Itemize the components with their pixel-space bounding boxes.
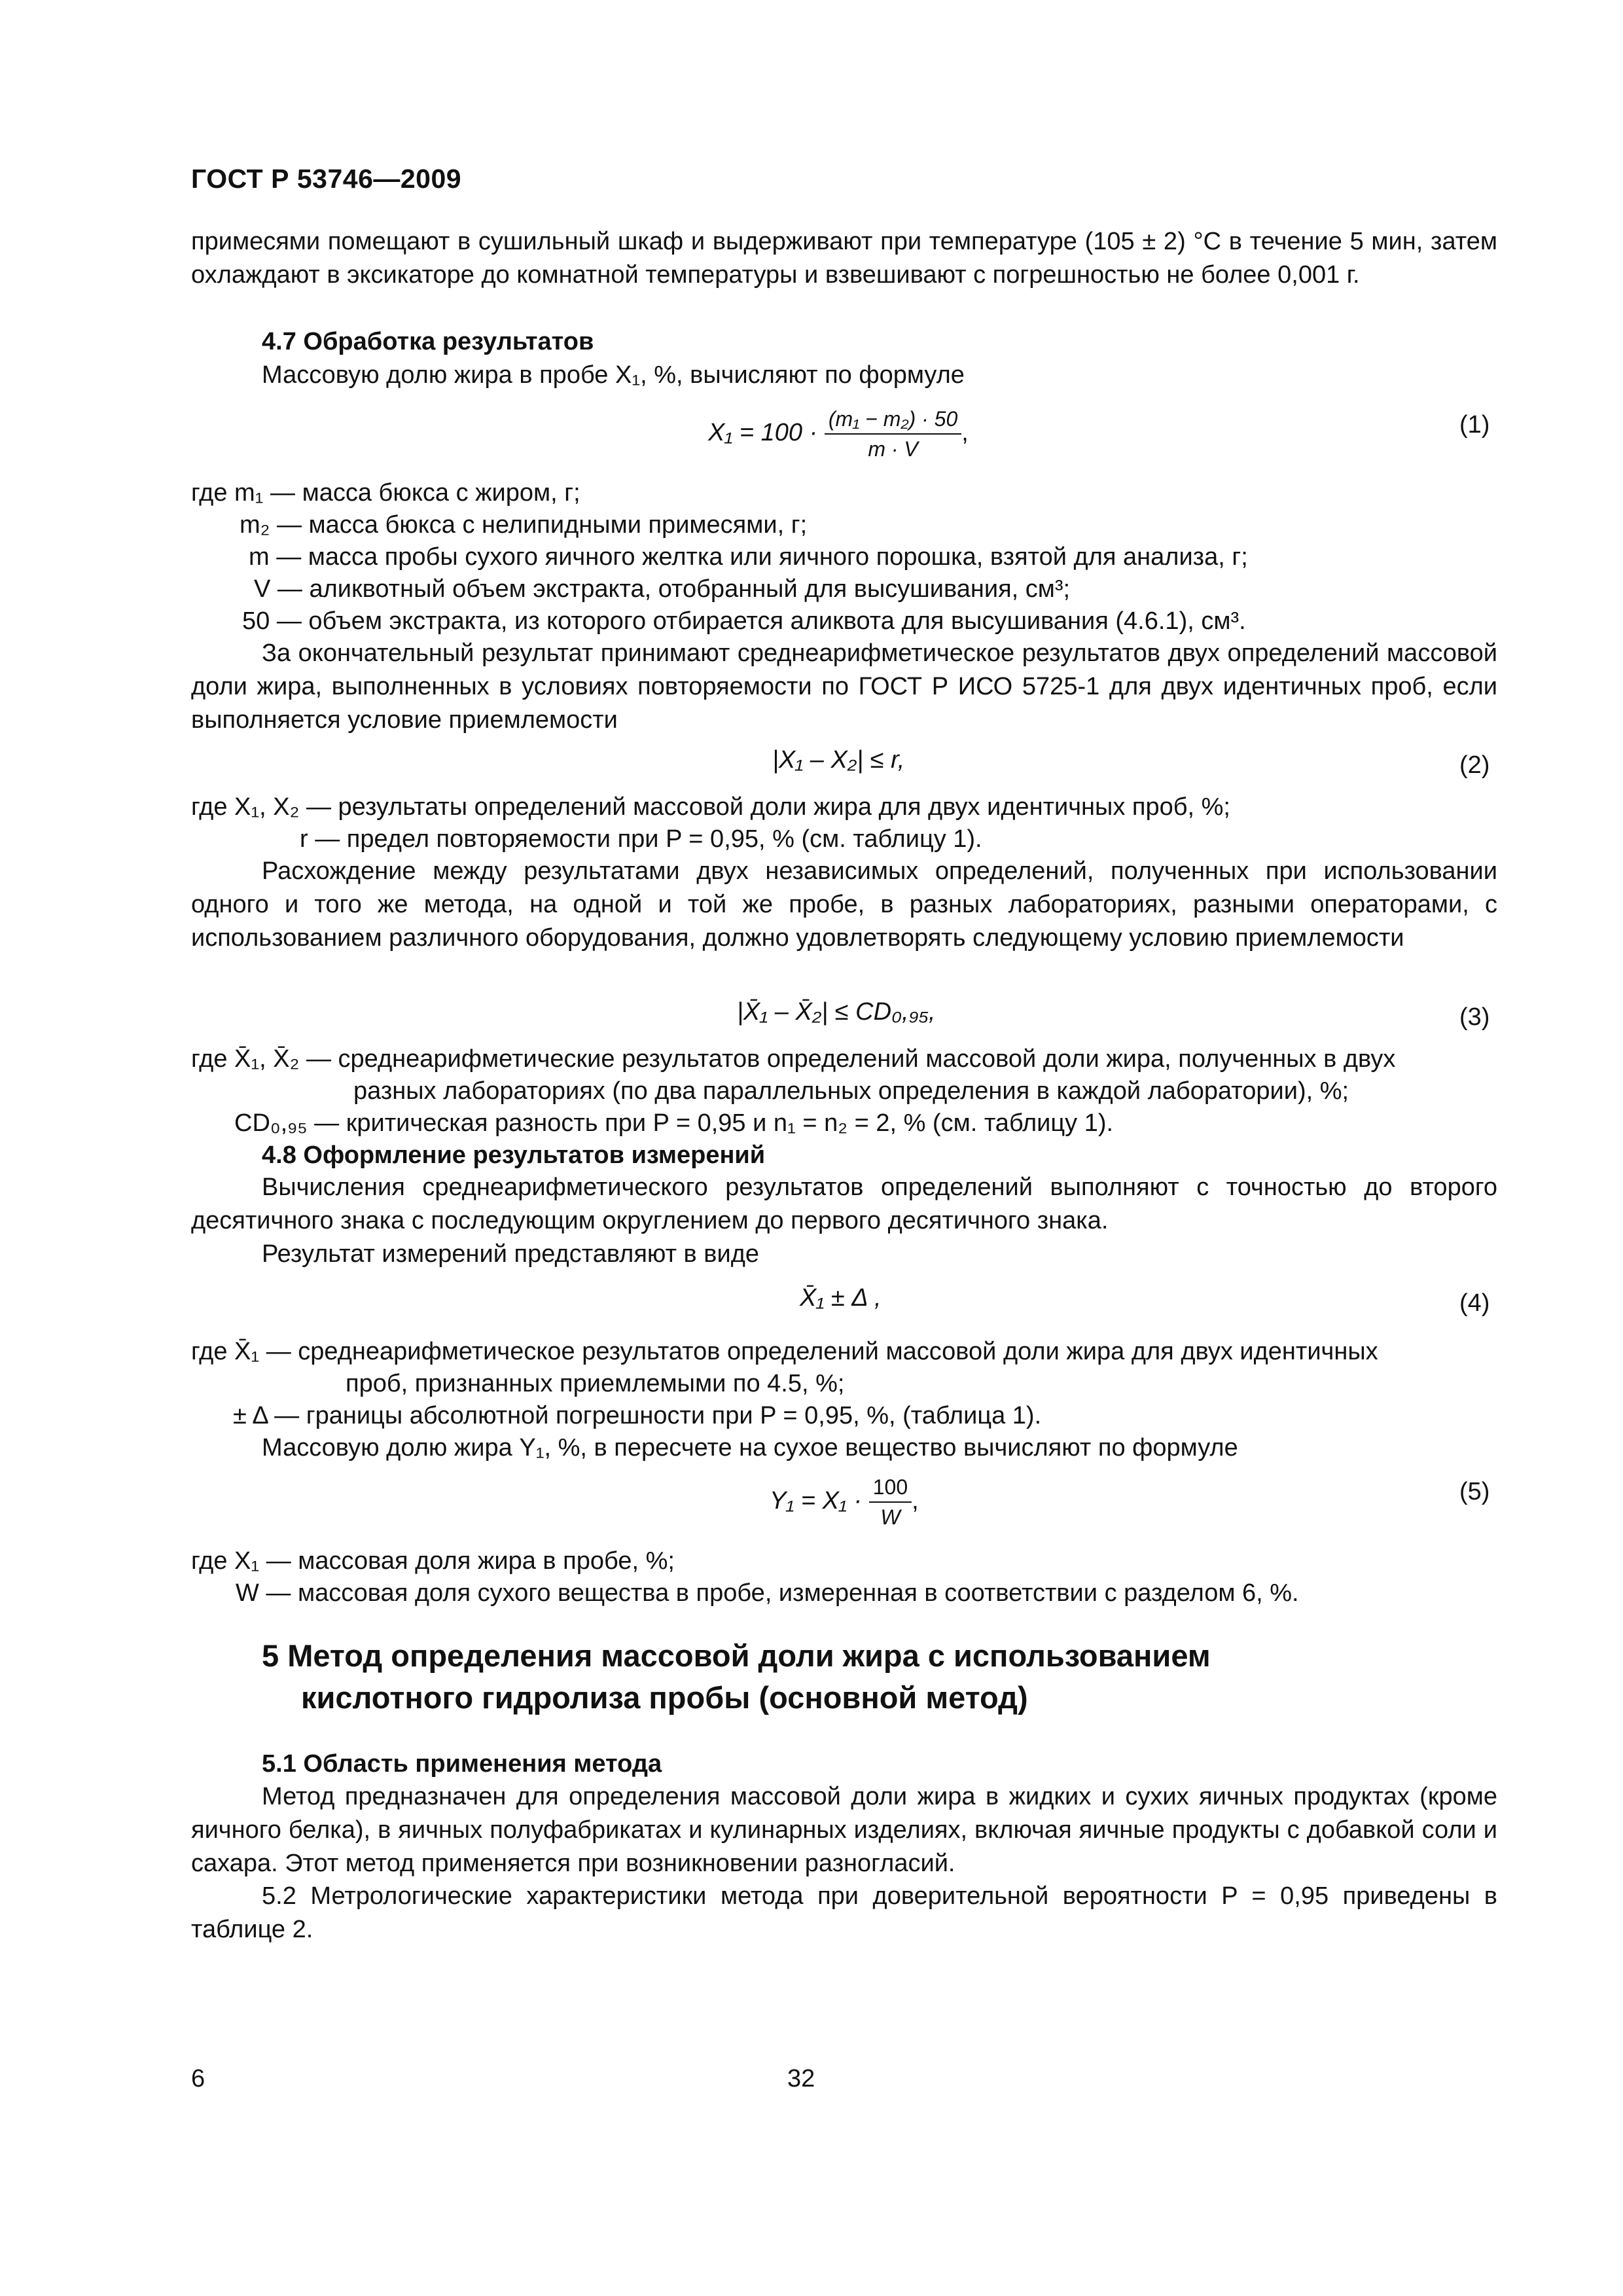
formula-1-number: (1) bbox=[1459, 411, 1490, 439]
section-4-8-title: 4.8 Оформление результатов измерений bbox=[262, 1141, 766, 1169]
formula-5-number: (5) bbox=[1459, 1478, 1490, 1505]
section-5-title-line-1: 5 Метод определения массовой доли жира с использованием bbox=[262, 1638, 1211, 1673]
formula-3-number: (3) bbox=[1459, 1003, 1490, 1031]
formula-1-tail: , bbox=[961, 419, 969, 447]
section-4-7-intro: Массовую долю жира в пробе X₁, %, вычисляют по формуле bbox=[262, 361, 965, 389]
formula-1-numerator: (m₁ − m₂) · 50 bbox=[825, 404, 961, 435]
f3-where-2: разных лабораториях (по два параллельных определения в каждой лаборатории), %; bbox=[353, 1077, 1349, 1105]
formula-3: |X̄₁ – X̄₂| ≤ CD₀,₉₅, bbox=[737, 998, 936, 1026]
f1-where-5: 50 — объем экстракта, из которого отбирается аликвота для высушивания (4.6.1), см³. bbox=[242, 607, 1246, 635]
f5-where-1: где X₁ — массовая доля жира в пробе, %; bbox=[191, 1547, 675, 1575]
document-header: ГОСТ Р 53746—2009 bbox=[191, 164, 462, 194]
formula-5-lhs: Y₁ = X₁ · bbox=[770, 1487, 863, 1515]
f1-where-4: V — аликвотный объем экстракта, отобранный для высушивания, см³; bbox=[254, 575, 1071, 603]
formula-4: X̄₁ ± Δ , bbox=[800, 1284, 882, 1312]
intro-paragraph: примесями помещают в сушильный шкаф и выдерживают при температуре (105 ± 2) °С в течение 5 мин, затем охлаждают в эксикаторе до комнатной температуры и взвешивают с погрешностью не более 0,001 г. bbox=[191, 228, 1497, 289]
formula-4-number: (4) bbox=[1459, 1289, 1490, 1317]
formula-5-denominator: W bbox=[880, 1505, 901, 1529]
formula-1 bbox=[708, 404, 969, 463]
footer-page-number-center: 32 bbox=[787, 2065, 815, 2092]
f4-where-3: ± Δ — границы абсолютной погрешности при P = 0,95, %, (таблица 1). bbox=[233, 1402, 1042, 1429]
formula-2-number: (2) bbox=[1459, 751, 1490, 779]
formula-5-fraction bbox=[869, 1473, 912, 1532]
formula-1-lhs: X₁ = 100 · bbox=[708, 419, 818, 447]
f3-where-1: где X̄₁, X̄₂ — среднеарифметические результатов определений массовой доли жира, полученных в двух bbox=[191, 1045, 1396, 1073]
f1-where-3: m — масса пробы сухого яичного желтка или яичного порошка, взятой для анализа, г; bbox=[249, 543, 1248, 571]
f4-where-2: проб, признанных приемлемыми по 4.5, %; bbox=[346, 1370, 845, 1397]
formula-5-numerator: 100 bbox=[869, 1473, 912, 1503]
formula-5 bbox=[770, 1473, 919, 1532]
formula-5-tail: , bbox=[912, 1487, 919, 1515]
section-4-8-paragraph-3: Массовую долю жира Y₁, %, в пересчете на сухое вещество вычисляют по формуле bbox=[262, 1434, 1238, 1462]
section-4-7-title: 4.7 Обработка результатов bbox=[262, 328, 594, 355]
section-5-2-paragraph: 5.2 Метрологические характеристики метода при доверительной вероятности P = 0,95 приведены в таблице 2. bbox=[191, 1882, 1497, 1943]
f2-where-1: где X₁, X₂ — результаты определений массовой доли жира для двух идентичных проб, %; bbox=[191, 793, 1230, 821]
formula-2: |X₁ – X₂| ≤ r, bbox=[772, 746, 905, 774]
formula-1-denominator: m · V bbox=[868, 437, 918, 461]
section-4-8-paragraph-2: Результат измерений представляют в виде bbox=[262, 1240, 759, 1268]
footer-page-number-left: 6 bbox=[191, 2065, 205, 2092]
f1-where-2: m₂ — масса бюкса с нелипидными примесями, г; bbox=[240, 511, 808, 539]
f1-where-1: где m₁ — масса бюкса с жиром, г; bbox=[191, 479, 580, 507]
final-result-paragraph: За окончательный результат принимают среднеарифметическое результатов двух определений массовой доли жира, выполненных в условиях повторяемости по ГОСТ Р ИСО 5725-1 для двух идентичных проб, если выполняется условие приемлемости bbox=[191, 639, 1497, 734]
f5-where-2: W — массовая доля сухого вещества в пробе, измеренная в соответствии с разделом 6, %. bbox=[236, 1579, 1299, 1607]
f3-where-3: CD₀,₉₅ — критическая разность при P = 0,95 и n₁ = n₂ = 2, % (см. таблицу 1). bbox=[234, 1109, 1114, 1137]
section-5-1-paragraph: Метод предназначен для определения массовой доли жира в жидких и сухих яичных продуктах (кроме яичного белка), в яичных полуфабрикатах и кулинарных изделиях, включая яичные продукты с добавкой соли и сахара. Этот метод применяется при возникновении разногласий. bbox=[191, 1783, 1497, 1877]
f2-where-2: r — предел повторяемости при P = 0,95, % (см. таблицу 1). bbox=[300, 825, 982, 853]
section-4-8-paragraph-1: Вычисления среднеарифметического результатов определений выполняют с точностью до второго десятичного знака с последующим округлением до первого десятичного знака. bbox=[191, 1174, 1497, 1234]
section-5-title-line-2: кислотного гидролиза пробы (основной метод) bbox=[301, 1680, 1028, 1715]
formula-1-fraction bbox=[825, 404, 961, 463]
section-5-1-title: 5.1 Область применения метода bbox=[262, 1750, 662, 1778]
divergence-paragraph: Расхождение между результатами двух независимых определений, полученных при использовании одного и того же метода, на одной и той же пробе, в разных лабораториях, разными операторами, с использованием различного оборудования, должно удовлетворять следующему условию приемлемости bbox=[191, 857, 1497, 952]
f4-where-1: где X̄₁ — среднеарифметическое результатов определений массовой доли жира для двух идентичных bbox=[191, 1338, 1378, 1365]
